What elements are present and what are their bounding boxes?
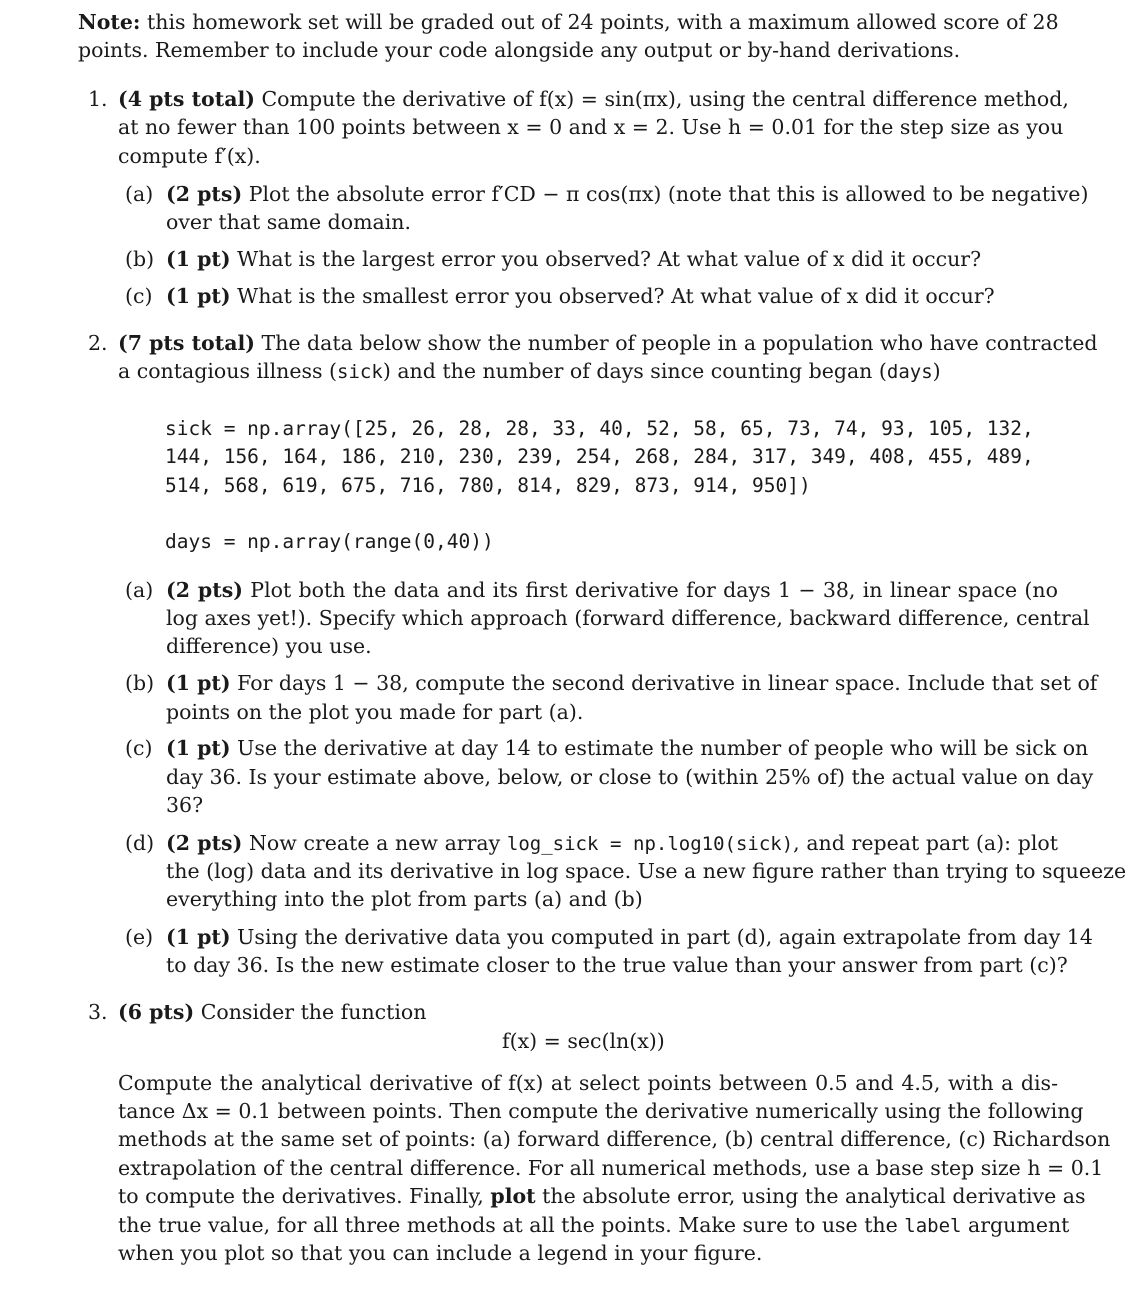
q3-line-7: when you plot so that you can include a legend in your figure. xyxy=(118,1241,763,1265)
q1c-points: (1 pt) xyxy=(166,284,231,308)
q2d-line-3: everything into the plot from parts (a) and (b) xyxy=(166,887,643,911)
q3-text-0: Consider the function xyxy=(200,1000,427,1024)
q1-line-3: compute f′(x). xyxy=(118,144,261,168)
note-line-2: points. Remember to include your code alongside any output or by-hand derivations. xyxy=(78,38,961,62)
q1b-text-1: What is the largest error you observed? At what value of x did it occur? xyxy=(237,247,982,271)
q3-line-4: extrapolation of the central difference. For all numerical methods, use a base step size h = 0.1 xyxy=(118,1156,1104,1180)
q2d-code: log_sick = np.log10(sick) xyxy=(506,833,794,855)
q2-text-2a: a contagious illness ( xyxy=(118,359,338,383)
q2a-line-3: difference) you use. xyxy=(166,634,372,658)
q2e-line-1 xyxy=(166,923,1093,951)
q2e-text-1: Using the derivative data you computed in part (d), again extrapolate from day 14 xyxy=(237,925,1093,949)
q2a-line-2: log axes yet!). Specify which approach (forward difference, backward difference, central xyxy=(166,606,1090,630)
q2-points: (7 pts total) xyxy=(118,331,255,355)
q2a-text-1: Plot both the data and its first derivative for days 1 − 38, in linear space (no xyxy=(250,578,1058,602)
q1-points: (4 pts total) xyxy=(118,87,255,111)
q1b-line-1 xyxy=(166,245,981,273)
q1c-text-1: What is the smallest error you observed? At what value of x did it occur? xyxy=(237,284,995,308)
q1a-line-1 xyxy=(166,180,1089,208)
q2b-line-2: points on the plot you made for part (a). xyxy=(166,700,584,724)
q3-line-5 xyxy=(118,1182,1086,1210)
code-line-2: 144, 156, 164, 186, 210, 230, 239, 254, 268, 284, 317, 349, 408, 455, 489, xyxy=(165,445,1034,468)
q2e-line-2: to day 36. Is the new estimate closer to the true value than your answer from part (c)? xyxy=(166,953,1068,977)
q2c-label: (c) xyxy=(125,736,153,760)
q2a-label: (a) xyxy=(125,578,154,602)
q2c-line-3: 36? xyxy=(166,793,204,817)
q1a-label: (a) xyxy=(125,182,154,206)
q2b-line-1 xyxy=(166,669,1098,697)
q3-line-1: Compute the analytical derivative of f(x) at select points between 0.5 and 4.5, with a dis- xyxy=(118,1071,1058,1095)
note-line-1 xyxy=(78,8,1058,36)
q2-text-2c: ) xyxy=(932,359,941,383)
q3-line-6 xyxy=(118,1211,1070,1240)
code-line-1: sick = np.array([25, 26, 28, 28, 33, 40, 52, 58, 65, 73, 74, 93, 105, 132, xyxy=(165,417,1034,440)
note-label: Note: xyxy=(78,10,141,34)
q3-code-label: label xyxy=(904,1215,962,1237)
q2e-points: (1 pt) xyxy=(166,925,231,949)
q3-text-6b: argument xyxy=(968,1213,1070,1237)
q3-text-5a: to compute the derivatives. Finally, xyxy=(118,1184,484,1208)
q2c-points: (1 pt) xyxy=(166,736,231,760)
q2-number: 2. xyxy=(88,331,108,355)
q2e-label: (e) xyxy=(125,925,154,949)
q1b-points: (1 pt) xyxy=(166,247,231,271)
q1c-label: (c) xyxy=(125,284,153,308)
q3-equation: f(x) = sec(ln(x)) xyxy=(502,1029,665,1053)
q1a-text-1: Plot the absolute error f′CD − π cos(πx) (note that this is allowed to be negative) xyxy=(248,182,1089,206)
q1c-line-1 xyxy=(166,282,995,310)
q2d-text-1a: Now create a new array xyxy=(248,831,501,855)
q1-text-1: Compute the derivative of f(x) = sin(πx), using the central difference method, xyxy=(261,87,1069,111)
q1a-line-2: over that same domain. xyxy=(166,210,412,234)
q3-number: 3. xyxy=(88,1000,108,1024)
q2d-points: (2 pts) xyxy=(166,831,243,855)
q3-line-0 xyxy=(118,998,426,1026)
q1-line-2: at no fewer than 100 points between x = 0 and x = 2. Use h = 0.01 for the step size as you xyxy=(118,115,1064,139)
q2d-text-1b: , and repeat part (a): plot xyxy=(793,831,1058,855)
q1-number: 1. xyxy=(88,87,108,111)
q2-text-2b: ) and the number of days since counting began ( xyxy=(382,359,887,383)
q3-text-5-bold: plot xyxy=(490,1184,536,1208)
q2b-text-1: For days 1 − 38, compute the second derivative in linear space. Include that set of xyxy=(237,671,1098,695)
q2a-line-1 xyxy=(166,576,1058,604)
q2-code-days: days xyxy=(886,361,933,383)
q2b-label: (b) xyxy=(125,671,155,695)
code-line-4: days = np.array(range(0,40)) xyxy=(165,530,494,553)
q2d-line-2: the (log) data and its derivative in log space. Use a new figure rather than trying to squeeze xyxy=(166,859,1127,883)
q2d-line-1 xyxy=(166,829,1058,858)
q1a-points: (2 pts) xyxy=(166,182,243,206)
q2-line-2 xyxy=(118,357,941,386)
q2c-text-1: Use the derivative at day 14 to estimate the number of people who will be sick on xyxy=(237,736,1089,760)
q3-text-6: the true value, for all three methods at all the points. Make sure to use the xyxy=(118,1213,898,1237)
q3-text-5b: the absolute error, using the analytical derivative as xyxy=(542,1184,1086,1208)
q1b-label: (b) xyxy=(125,247,155,271)
code-line-3: 514, 568, 619, 675, 716, 780, 814, 829, 873, 914, 950]) xyxy=(165,474,811,497)
q3-line-2: tance Δx = 0.1 between points. Then compute the derivative numerically using the following xyxy=(118,1099,1084,1123)
q2c-line-2: day 36. Is your estimate above, below, or close to (within 25% of) the actual value on day xyxy=(166,765,1094,789)
q2d-label: (d) xyxy=(125,831,155,855)
q2-text-1: The data below show the number of people in a population who have contracted xyxy=(261,331,1098,355)
q2b-points: (1 pt) xyxy=(166,671,231,695)
q2-line-1 xyxy=(118,329,1098,357)
q2-code-sick: sick xyxy=(337,361,383,383)
q2c-line-1 xyxy=(166,734,1089,762)
q2a-points: (2 pts) xyxy=(166,578,243,602)
q1-line-1 xyxy=(118,85,1069,113)
q3-points: (6 pts) xyxy=(118,1000,195,1024)
q3-line-3: methods at the same set of points: (a) forward difference, (b) central difference, (c) Richardson xyxy=(118,1127,1111,1151)
note-text-1: this homework set will be graded out of 24 points, with a maximum allowed score of 28 xyxy=(147,10,1059,34)
